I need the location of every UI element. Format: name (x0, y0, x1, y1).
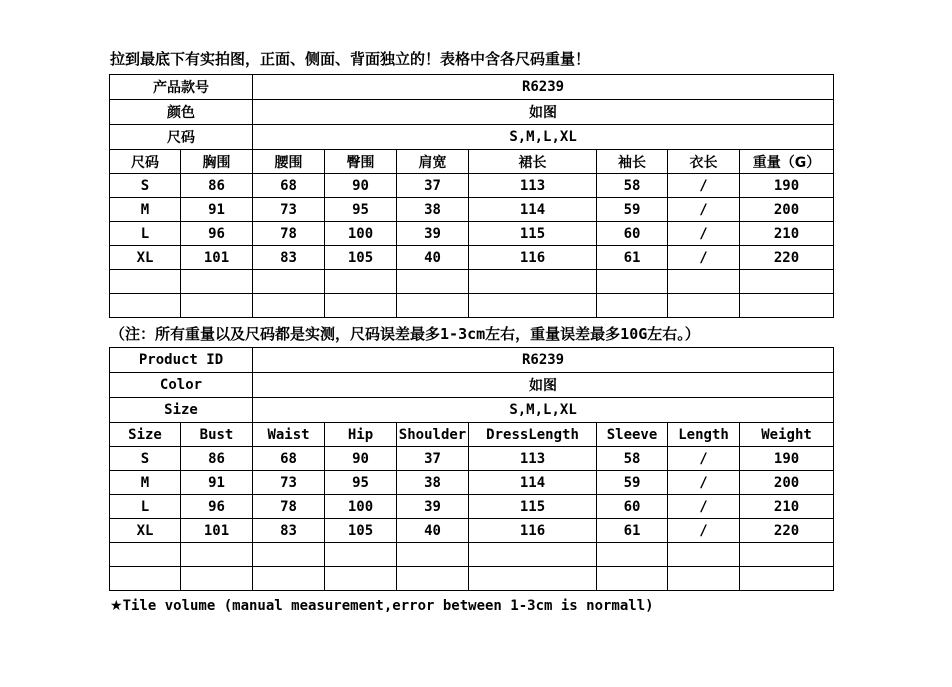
size-label: Size (110, 398, 253, 423)
table-cell: 95 (325, 471, 397, 495)
empty-cell (469, 543, 597, 567)
empty-cell (110, 270, 181, 294)
empty-cell (325, 567, 397, 591)
table-cell: 40 (397, 246, 469, 270)
table-cell: 96 (181, 222, 253, 246)
header-cell: 重量（G） (740, 150, 834, 174)
empty-cell (469, 294, 597, 318)
empty-cell (740, 294, 834, 318)
table-row (110, 519, 834, 543)
table-cell: 37 (397, 174, 469, 198)
header-cell: Size (110, 423, 181, 447)
table-cell: 114 (469, 471, 597, 495)
header-cell: 袖长 (597, 150, 668, 174)
table-cell: M (110, 471, 181, 495)
product-id-value: R6239 (253, 75, 834, 100)
top-note: 拉到最底下有实拍图，正面、侧面、背面独立的！表格中含各尺码重量！ (110, 50, 591, 68)
empty-cell (597, 543, 668, 567)
size-row (110, 125, 834, 150)
color-value: 如图 (253, 100, 834, 125)
table-row (110, 198, 834, 222)
empty-cell (253, 270, 325, 294)
size-value: S,M,L,XL (253, 125, 834, 150)
empty-cell (469, 567, 597, 591)
table-row (110, 471, 834, 495)
table-row (110, 246, 834, 270)
table-cell: / (668, 471, 740, 495)
table-cell: 83 (253, 519, 325, 543)
empty-cell (597, 294, 668, 318)
product-id-row (110, 348, 834, 373)
empty-cell (110, 567, 181, 591)
table-cell: 78 (253, 222, 325, 246)
table-cell: 60 (597, 222, 668, 246)
table-cell: 58 (597, 174, 668, 198)
table-cell: 91 (181, 471, 253, 495)
table-cell: 114 (469, 198, 597, 222)
product-id-label: 产品款号 (110, 75, 253, 100)
footer-note-text: Tile volume (manual measurement,error between 1-3cm is normall) (122, 598, 654, 614)
table-cell: / (668, 447, 740, 471)
empty-cell (668, 270, 740, 294)
table-cell: 105 (325, 519, 397, 543)
measurement-note: （注：所有重量以及尺码都是实测，尺码误差最多1-3cm左右，重量误差最多10G左右。） (110, 325, 700, 343)
empty-row (110, 543, 834, 567)
footer-note (110, 598, 654, 614)
empty-cell (397, 270, 469, 294)
table-cell: XL (110, 519, 181, 543)
table-cell: 190 (740, 174, 834, 198)
empty-row (110, 294, 834, 318)
table-cell: 210 (740, 222, 834, 246)
table-cell: 73 (253, 471, 325, 495)
table-cell: 39 (397, 495, 469, 519)
empty-cell (325, 270, 397, 294)
table-cell: L (110, 495, 181, 519)
empty-cell (110, 543, 181, 567)
header-cell: 腰围 (253, 150, 325, 174)
table-cell: 91 (181, 198, 253, 222)
header-cell: 臀围 (325, 150, 397, 174)
table-cell: 113 (469, 174, 597, 198)
table-row (110, 447, 834, 471)
empty-cell (325, 543, 397, 567)
empty-cell (740, 270, 834, 294)
empty-cell (181, 270, 253, 294)
size-row (110, 398, 834, 423)
table-cell: 190 (740, 447, 834, 471)
product-id-label: Product ID (110, 348, 253, 373)
table-cell: 61 (597, 519, 668, 543)
empty-cell (668, 567, 740, 591)
table-row (110, 222, 834, 246)
color-value: 如图 (253, 373, 834, 398)
table-cell: 220 (740, 519, 834, 543)
empty-cell (397, 567, 469, 591)
color-label: 颜色 (110, 100, 253, 125)
header-cell: Weight (740, 423, 834, 447)
table-cell: / (668, 198, 740, 222)
size-table-chinese (109, 74, 834, 318)
empty-cell (253, 543, 325, 567)
empty-cell (110, 294, 181, 318)
table-cell: 73 (253, 198, 325, 222)
header-row (110, 423, 834, 447)
table-cell: 115 (469, 222, 597, 246)
table-cell: 95 (325, 198, 397, 222)
header-cell: Bust (181, 423, 253, 447)
empty-cell (668, 294, 740, 318)
table-cell: 101 (181, 519, 253, 543)
table-cell: / (668, 519, 740, 543)
table-cell: 100 (325, 495, 397, 519)
table-cell: 40 (397, 519, 469, 543)
empty-cell (253, 294, 325, 318)
color-row (110, 373, 834, 398)
product-id-value: R6239 (253, 348, 834, 373)
table-cell: 38 (397, 198, 469, 222)
table-cell: 68 (253, 174, 325, 198)
table-cell: 200 (740, 198, 834, 222)
empty-cell (253, 567, 325, 591)
table-cell: 90 (325, 447, 397, 471)
table-cell: 116 (469, 246, 597, 270)
table-cell: 78 (253, 495, 325, 519)
table-cell: / (668, 174, 740, 198)
table-cell: 59 (597, 471, 668, 495)
table-cell: 96 (181, 495, 253, 519)
empty-cell (469, 270, 597, 294)
table-cell: / (668, 246, 740, 270)
header-row (110, 150, 834, 174)
empty-cell (181, 567, 253, 591)
table-cell: / (668, 495, 740, 519)
empty-cell (740, 567, 834, 591)
table-row (110, 495, 834, 519)
table-cell: 37 (397, 447, 469, 471)
table-cell: XL (110, 246, 181, 270)
header-cell: 裙长 (469, 150, 597, 174)
table-cell: 39 (397, 222, 469, 246)
table-cell: 83 (253, 246, 325, 270)
empty-row (110, 270, 834, 294)
table-cell: 113 (469, 447, 597, 471)
header-cell: Shoulder (397, 423, 469, 447)
table-cell: 90 (325, 174, 397, 198)
empty-cell (397, 294, 469, 318)
empty-cell (397, 543, 469, 567)
table-cell: 220 (740, 246, 834, 270)
table-cell: 116 (469, 519, 597, 543)
table-cell: 68 (253, 447, 325, 471)
product-id-row (110, 75, 834, 100)
empty-cell (597, 270, 668, 294)
table-cell: 200 (740, 471, 834, 495)
empty-row (110, 567, 834, 591)
empty-cell (668, 543, 740, 567)
table-cell: 61 (597, 246, 668, 270)
table-cell: 86 (181, 174, 253, 198)
size-label: 尺码 (110, 125, 253, 150)
color-row (110, 100, 834, 125)
header-cell: Waist (253, 423, 325, 447)
table-cell: 60 (597, 495, 668, 519)
header-cell: 肩宽 (397, 150, 469, 174)
size-table-english (109, 347, 834, 591)
empty-cell (181, 543, 253, 567)
table-cell: 101 (181, 246, 253, 270)
header-cell: DressLength (469, 423, 597, 447)
star-icon: ★ (110, 598, 123, 614)
table-cell: M (110, 198, 181, 222)
table-cell: 115 (469, 495, 597, 519)
color-label: Color (110, 373, 253, 398)
table-row (110, 174, 834, 198)
table-cell: 38 (397, 471, 469, 495)
empty-cell (740, 543, 834, 567)
empty-cell (181, 294, 253, 318)
table-cell: 58 (597, 447, 668, 471)
table-cell: L (110, 222, 181, 246)
table-cell: 105 (325, 246, 397, 270)
table-cell: 100 (325, 222, 397, 246)
table-cell: S (110, 447, 181, 471)
header-cell: Sleeve (597, 423, 668, 447)
table-cell: 86 (181, 447, 253, 471)
header-cell: 胸围 (181, 150, 253, 174)
size-value: S,M,L,XL (253, 398, 834, 423)
empty-cell (597, 567, 668, 591)
table-cell: 59 (597, 198, 668, 222)
header-cell: Hip (325, 423, 397, 447)
table-cell: S (110, 174, 181, 198)
table-cell: 210 (740, 495, 834, 519)
header-cell: Length (668, 423, 740, 447)
table-cell: / (668, 222, 740, 246)
header-cell: 衣长 (668, 150, 740, 174)
empty-cell (325, 294, 397, 318)
header-cell: 尺码 (110, 150, 181, 174)
